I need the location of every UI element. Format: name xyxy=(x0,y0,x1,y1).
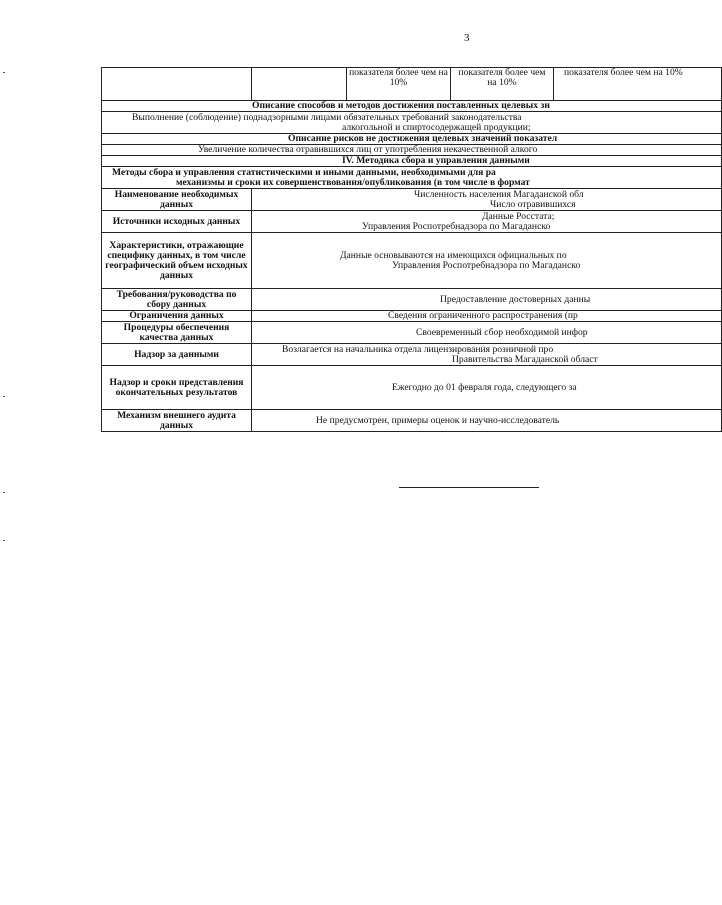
row-label: Характеристики, отражающие специфику данных, в том числе географический объем исходных данных xyxy=(102,233,252,289)
value-line: Данные основываются на имеющихся официальных по xyxy=(340,249,567,261)
scan-edge-mark xyxy=(3,492,5,493)
table-row xyxy=(102,101,722,112)
methods-section-text xyxy=(102,112,722,134)
row-value: Ежегодно до 01 февраля года, следующего за xyxy=(252,366,722,410)
table-row xyxy=(102,311,722,322)
row-value xyxy=(252,233,722,289)
methods-section-header: Описание способов и методов достижения поставленных целевых зн xyxy=(102,101,722,112)
header-line: механизмы и сроки их совершенствования/опубликования (в том числе в формат xyxy=(176,176,530,188)
scan-edge-mark xyxy=(3,540,5,541)
row-value: Предоставление достоверных данны xyxy=(252,289,722,311)
table-row xyxy=(102,145,722,156)
row-value: Не предусмотрен, примеры оценок и научно-исследователь xyxy=(252,410,722,432)
empty-cell xyxy=(102,68,252,101)
methods-text-line: алкогольной и спиртосодержащей продукции; xyxy=(342,121,531,133)
table-row xyxy=(102,211,722,233)
value-line: Правительства Магаданской област xyxy=(452,353,598,365)
risks-section-header: Описание рисков не достижения целевых значений показател xyxy=(102,134,722,145)
signature-divider-line xyxy=(399,487,539,488)
value-line: Управления Роспотребнадзора по Магаданско xyxy=(362,220,551,232)
methods-text-line: Выполнение (соблюдение) поднадзорными лицами обязательных требований законодательства xyxy=(132,111,522,123)
value-line: Управления Роспотребнадзора по Магаданско xyxy=(392,259,581,271)
table-row xyxy=(102,233,722,289)
table-row xyxy=(102,167,722,189)
row-label: Надзор и сроки представления окончательных результатов xyxy=(102,366,252,410)
table-row xyxy=(102,112,722,134)
row-label: Требования/руководства по сбору данных xyxy=(102,289,252,311)
page-number: 3 xyxy=(464,32,470,44)
header-line: Методы сбора и управления статистическими и иными данными, необходимыми для ра xyxy=(112,166,496,178)
scan-edge-mark xyxy=(3,72,5,73)
empty-cell xyxy=(252,68,347,101)
row-label: Источники исходных данных xyxy=(102,211,252,233)
deviation-cell-3: показателя более чем на 10% xyxy=(554,68,722,101)
row-value: Своевременный сбор необходимой инфор xyxy=(252,322,722,344)
table-row xyxy=(102,189,722,211)
value-line: Число отравившихся xyxy=(490,198,576,210)
table-row xyxy=(102,410,722,432)
table-row-indicator-deviation xyxy=(102,68,722,101)
risks-section-text: Увеличение количества отравившихся лиц от употребления некачественной алкого xyxy=(102,145,722,156)
scan-edge-mark xyxy=(3,396,5,397)
table-row xyxy=(102,344,722,366)
table-row xyxy=(102,366,722,410)
value-line: Данные Росстата; xyxy=(482,210,555,222)
table-row xyxy=(102,156,722,167)
methodology-section-header: IV. Методика сбора и управления данными xyxy=(102,156,722,167)
value-line: Численность населения Магаданской обл xyxy=(414,188,584,200)
row-label: Наименование необходимых данных xyxy=(102,189,252,211)
row-label: Надзор за данными xyxy=(102,344,252,366)
deviation-cell-2: показателя более чем на 10% xyxy=(451,68,554,101)
deviation-cell-1: показателя более чем на 10% xyxy=(347,68,451,101)
table-row xyxy=(102,289,722,311)
row-label: Ограничения данных xyxy=(102,311,252,322)
table-row xyxy=(102,322,722,344)
row-value xyxy=(252,211,722,233)
row-value xyxy=(252,344,722,366)
value-line: Возлагается на начальника отдела лицензирования розничной про xyxy=(282,343,554,355)
methodology-table xyxy=(101,67,722,432)
row-value xyxy=(252,189,722,211)
row-value: Сведения ограниченного распространения (пр xyxy=(252,311,722,322)
data-collection-methods-header xyxy=(102,167,722,189)
row-label: Процедуры обеспечения качества данных xyxy=(102,322,252,344)
row-label: Механизм внешнего аудита данных xyxy=(102,410,252,432)
document-table-container xyxy=(101,67,683,432)
table-row xyxy=(102,134,722,145)
